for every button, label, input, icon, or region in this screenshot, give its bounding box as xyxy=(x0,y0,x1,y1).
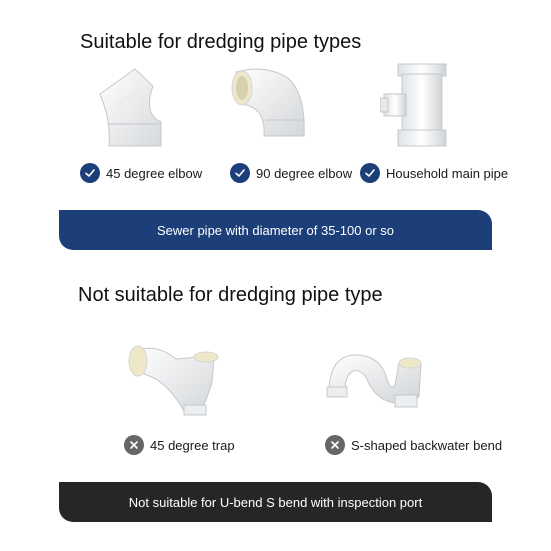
check-circle-icon xyxy=(230,163,250,183)
check-circle-icon xyxy=(360,163,380,183)
suitable-item-household-main-pipe xyxy=(360,163,508,183)
suitable-banner xyxy=(59,210,492,250)
item-label: Household main pipe xyxy=(386,165,509,181)
suitable-item-90-degree-elbow xyxy=(230,163,352,183)
s-bend-image xyxy=(325,345,425,409)
suitable-banner-text: Sewer pipe with diameter of 35-100 or so xyxy=(156,222,394,238)
item-label: 45 degree trap xyxy=(150,437,235,453)
check-circle-icon xyxy=(80,163,100,183)
unsuitable-banner-text: Not suitable for U-bend S bend with inspection port xyxy=(128,494,423,510)
household-main-pipe-image xyxy=(380,60,450,150)
trap-45-image xyxy=(126,339,221,419)
item-label: 45 degree elbow xyxy=(106,165,203,181)
unsuitable-item-s-shaped-backwater-bend xyxy=(325,435,502,455)
x-circle-icon xyxy=(124,435,144,455)
unsuitable-heading: Not suitable for dredging pipe type xyxy=(78,284,383,306)
item-label: 90 degree elbow xyxy=(256,165,353,181)
elbow-90-image xyxy=(226,64,312,140)
x-circle-icon xyxy=(325,435,345,455)
elbow-45-image xyxy=(95,64,175,150)
suitable-heading: Suitable for dredging pipe types xyxy=(80,31,362,53)
unsuitable-banner xyxy=(59,482,492,522)
suitable-item-45-degree-elbow xyxy=(80,163,202,183)
item-label: S-shaped backwater bend xyxy=(351,437,503,453)
unsuitable-item-45-degree-trap xyxy=(124,435,235,455)
